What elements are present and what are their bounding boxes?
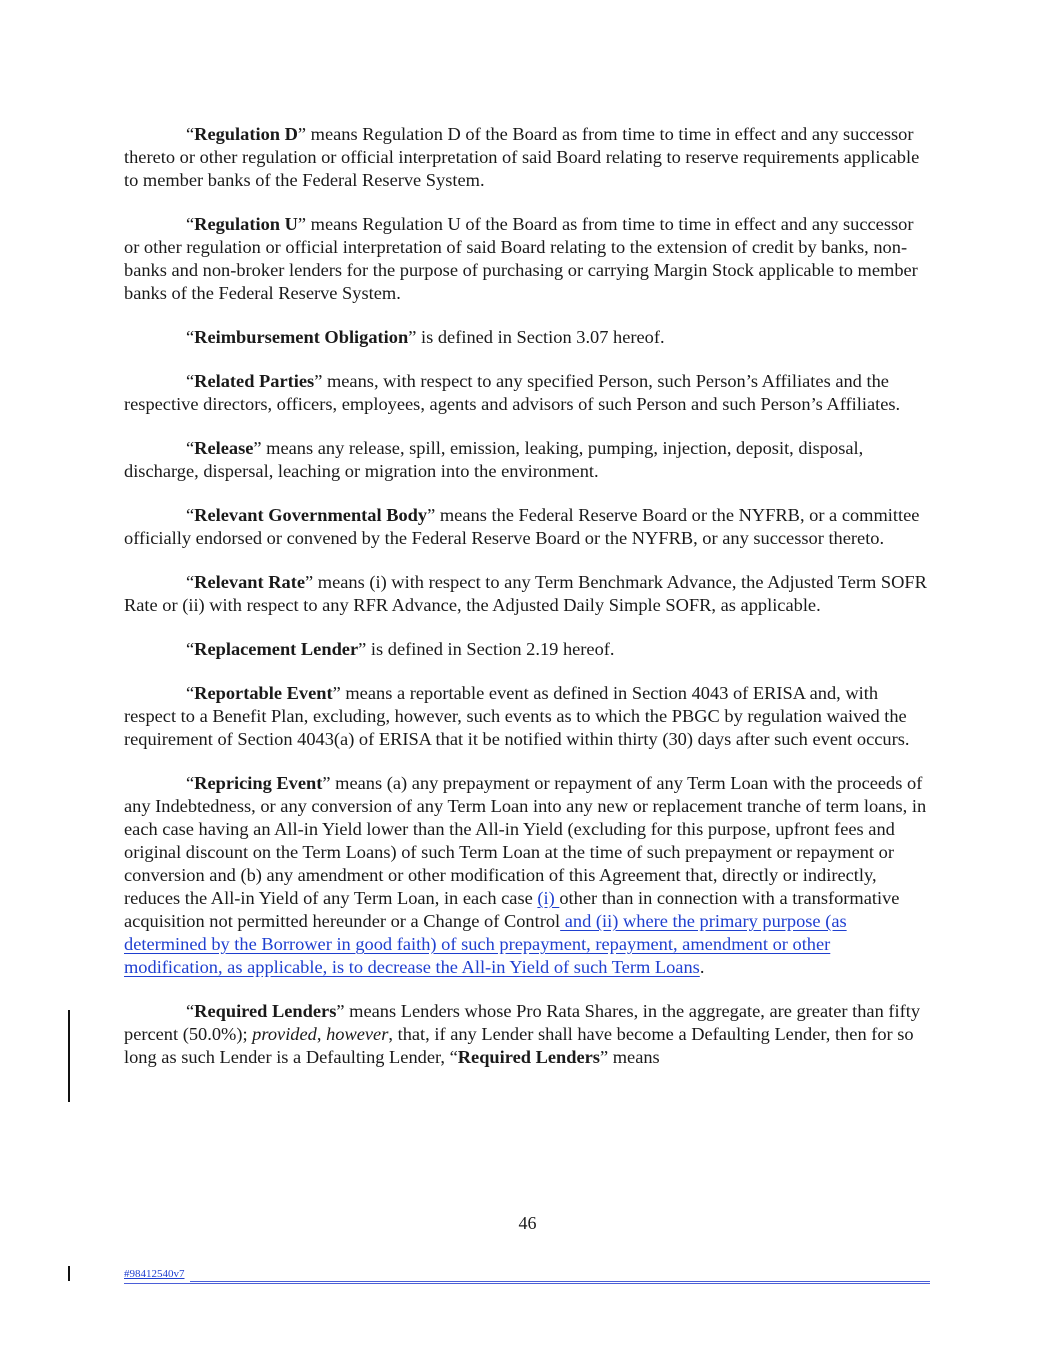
definition-related-parties: “Related Parties” means, with respect to any specified Person, such Person’s Affiliates and the respective directors, officers, employees, agents and advisors of such Person and such Person’s Affiliates. [124, 371, 901, 414]
definition-text: other than in connection with a transformative acquisition not permitted hereunder or a Change of Control [124, 888, 900, 931]
definition-text: ” means [599, 1047, 660, 1067]
footer-rule [190, 1281, 930, 1282]
defined-term: Relevant Governmental Body [194, 505, 428, 525]
definition-text: means any release, spill, emission, leaking, pumping, injection, deposit, disposal, discharge, dispersal, leaching or migration into the environment. [124, 438, 864, 481]
definition-relevant-rate: “Relevant Rate” means (i) with respect to any Term Benchmark Advance, the Adjusted Term SOFR Rate or (ii) with respect to any RFR Advance, the Adjusted Daily Simple SOFR, as applicable. [124, 572, 927, 615]
inserted-text: (i) [537, 888, 560, 908]
defined-term: Regulation D [194, 124, 298, 144]
inserted-text: and (ii) where the primary purpose (as determined by the Borrower in good faith) of such prepayment, repayment, amendment or other modification, as applicable, is to decrease the All-in Yield of such Term Loans [124, 911, 847, 977]
defined-term: Relevant Rate [194, 572, 305, 592]
definition-text: means (i) with respect to any Term Benchmark Advance, the Adjusted Term SOFR Rate or (ii) with respect to any RFR Advance, the Adjusted Daily Simple SOFR, as applicable. [124, 572, 927, 615]
defined-term: Repricing Event [194, 773, 323, 793]
defined-term: Replacement Lender [194, 639, 359, 659]
definition-replacement-lender: “Replacement Lender” is defined in Section 2.19 hereof. [186, 639, 615, 659]
footer-rule [124, 1283, 930, 1284]
italic-however: however [326, 1024, 389, 1044]
definitions-body [124, 123, 930, 1069]
definition-text: means a reportable event as defined in Section 4043 of ERISA and, with respect to a Benefit Plan, excluding, however, such events as to which the PBGC by regulation waived the requirement of Section 4043(a) of ERISA that it be notified within thirty (30) days after such event occurs. [124, 683, 910, 749]
definition-relevant-governmental-body: “Relevant Governmental Body” means the Federal Reserve Board or the NYFRB, or a committee officially endorsed or convened by the Federal Reserve Board or the NYFRB, or any successor thereto. [124, 505, 920, 548]
defined-term: Required Lenders [194, 1001, 337, 1021]
definition-reportable-event: “Reportable Event” means a reportable event as defined in Section 4043 of ERISA and, with respect to a Benefit Plan, excluding, however, such events as to which the PBGC by regulation waived the requirement of Section 4043(a) of ERISA that it be notified within thirty (30) days after such event occurs. [124, 683, 910, 749]
italic-provided: provided [252, 1024, 317, 1044]
page-number: 46 [518, 1213, 537, 1233]
definition-reimbursement-obligation: “Reimbursement Obligation” is defined in Section 3.07 hereof. [186, 327, 665, 347]
defined-term: Reportable Event [194, 683, 333, 703]
definition-regulation-u: “Regulation U” means Regulation U of the Board as from time to time in effect and any successor or other regulation or official interpretation of said Board relating to the extension of credit by banks, non-banks and non-broker lenders for the purpose of purchasing or carrying Margin Stock applicable to member banks of the Federal Reserve System. [124, 214, 918, 303]
definition-text: means Lenders whose Pro Rata Shares, in the aggregate, are greater than fifty percent (50.0%); [124, 1001, 921, 1044]
definition-text: means, with respect to any specified Person, such Person’s Affiliates and the respective directors, officers, employees, agents and advisors of such Person and such Person’s Affiliates. [124, 371, 901, 414]
definition-text: is defined in Section 2.19 hereof. [366, 639, 615, 659]
definition-text: means Regulation D of the Board as from time to time in effect and any successor thereto or other regulation or official interpretation of said Board relating to reserve requirements applicable to member banks of the Federal Reserve System. [124, 124, 920, 190]
definition-regulation-d: “Regulation D” means Regulation D of the Board as from time to time in effect and any successor thereto or other regulation or official interpretation of said Board relating to reserve requirements applicable to member banks of the Federal Reserve System. [124, 124, 920, 190]
defined-term: Related Parties [194, 371, 315, 391]
definition-text: is defined in Section 3.07 hereof. [416, 327, 665, 347]
definition-release: “Release” means any release, spill, emission, leaking, pumping, injection, deposit, disposal, discharge, dispersal, leaching or migration into the environment. [124, 438, 864, 481]
definition-text: , that, if any Lender shall have become a Defaulting Lender, then for so long as such Lender is a Defaulting Lender, “ [124, 1024, 914, 1067]
defined-term: Required Lenders [457, 1047, 600, 1067]
document-id: #98412540v7 [124, 1268, 185, 1280]
definition-text: means (a) any prepayment or repayment of any Term Loan with the proceeds of any Indebtedness, or any conversion of any Term Loan into any new or replacement tranche of term loans, in each case having an All-in Yield lower than the All-in Yield (excluding for this purpose, upfront fees and original discount on the Term Loans) of such Term Loan at the time of such prepayment or repayment or conversion and (b) any amendment or other modification of this Agreement that, directly or indirectly, reduces the All-in Yield of any Term Loan, in each case [124, 773, 927, 908]
definition-text: means the Federal Reserve Board or the NYFRB, or a committee officially endorsed or convened by the Federal Reserve Board or the NYFRB, or any successor thereto. [124, 505, 920, 548]
change-bar [68, 1266, 70, 1281]
defined-term: Release [194, 438, 254, 458]
defined-term: Reimbursement Obligation [194, 327, 409, 347]
definition-required-lenders: “Required Lenders” means Lenders whose Pro Rata Shares, in the aggregate, are greater than fifty percent (50.0%); provided, however, that, if any Lender shall have become a Defaulting Lender, then for so long as such Lender is a Defaulting Lender, “Required Lenders” means [124, 1001, 921, 1067]
definition-text: . [699, 957, 705, 977]
definition-text: means Regulation U of the Board as from time to time in effect and any successor or other regulation or official interpretation of said Board relating to the extension of credit by banks, non-banks and non-broker lenders for the purpose of purchasing or carrying Margin Stock applicable to member banks of the Federal Reserve System. [124, 214, 918, 303]
defined-term: Regulation U [194, 214, 298, 234]
definition-repricing-event: “Repricing Event” means (a) any prepayment or repayment of any Term Loan with the proceeds of any Indebtedness, or any conversion of any Term Loan into any new or replacement tranche of term loans, in each case having an All-in Yield lower than the All-in Yield (excluding for this purpose, upfront fees and original discount on the Term Loans) of such Term Loan at the time of such prepayment or repayment or conversion and (b) any amendment or other modification of this Agreement that, directly or indirectly, reduces the All-in Yield of any Term Loan, in each case (i) other than in connection with a transformative acquisition not permitted hereunder or a Change of Control and (ii) where the primary purpose (as determined by the Borrower in good faith) of such prepayment, repayment, amendment or other modification, as applicable, is to decrease the All-in Yield of such Term Loans. [124, 773, 927, 977]
definition-text: , [316, 1024, 327, 1044]
change-bar [68, 1010, 70, 1102]
